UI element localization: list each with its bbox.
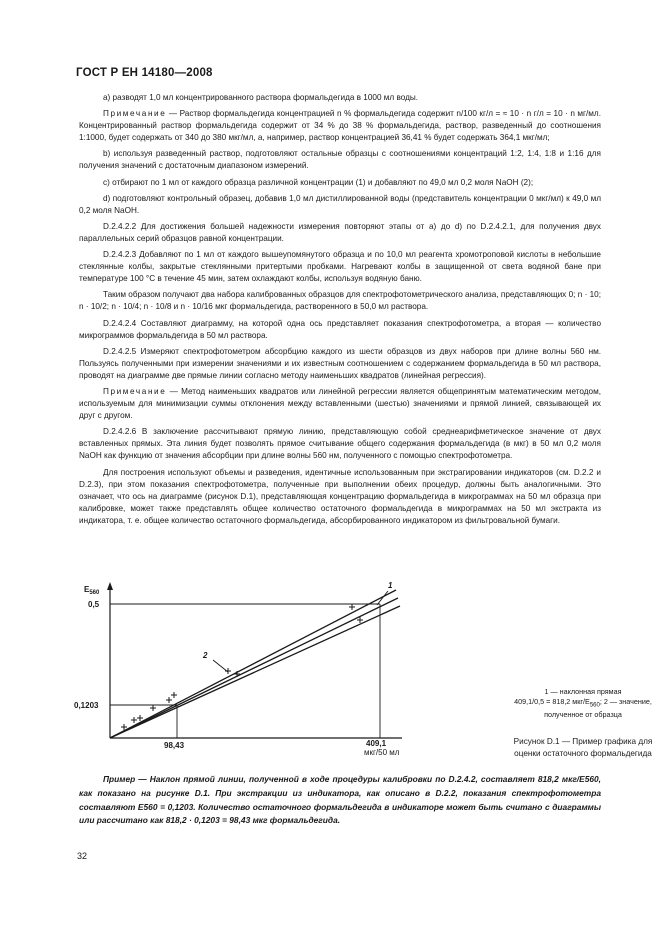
y-tick-01203: 0,1203	[74, 701, 99, 710]
paragraph-d2425: D.2.4.2.5 Измеряют спектрофотометром абсорбцию каждого из шести образцов из двух наборов при длине волны 560 нм. Пользуясь полученными при измерении значениями и их известным соотношением с содержанием формальдегида в 50 мл раствора, проводят на диаграмме две прямые линии согласно методу наименьших квадратов (линейная регрессия).	[79, 346, 601, 380]
y-axis-label: $E_{560}$	[84, 585, 100, 596]
sample-point	[349, 604, 355, 610]
paragraph-construction: Для построения используют объемы и разведения, идентичные использованным при экстрагировании индикаторов (см. D.2.2 и D.2.3), при этом показания спектрофотометра, полученные при выполнении обеих процедур, должны быть аналогичными. Это означает, что ось на диаграмме (рисунок D.1), представляющая концентрацию формальдегида в микрограммах на 50 мл образца при калибровке, может также представлять общее количество остаточного формальдегида в микрограммах на 50 мл экстракта из индикатора, т. е. общее количество остаточного формальдегида, абсорбированного индикатором из фильтровальной бумаги.	[79, 467, 601, 525]
example-paragraph: Пример — Наклон прямой линии, полученной в ходе процедуры калибровки по D.2.4.2, составляет 818,2 мкг/E560, как показано на рисунке D.1. При экстракции из индикатора, как описано в D.2.2, показания спектрофотометра составляют E560 = 0,1203. Количество остаточного формальдегида в индикаторе может быть считано с диаграммы или рассчитано как 818,2 · 0,1203 = 98,43 мкг формальдегида.	[79, 774, 601, 826]
document-body	[79, 92, 601, 531]
x-tick-4091: 409,1	[366, 739, 387, 748]
leader-line-2	[213, 660, 228, 672]
note-label: Примечание	[103, 109, 167, 119]
page-number: 32	[77, 851, 88, 861]
paragraph-d2422: D.2.4.2.2 Для достижения большей надежности измерения повторяют этапы от а) до d) по D.2.4.2.1, для получения двух параллельных серий образцов равной концентрации.	[79, 221, 601, 243]
paragraph-a: а) разводят 1,0 мл концентрированного раствора формальдегида в 1000 мл воды.	[103, 93, 419, 102]
y-axis-arrow	[107, 582, 113, 590]
line-label-2: 2	[203, 651, 208, 660]
sample-points	[121, 604, 363, 730]
x-axis-unit: мкг/50 мл	[364, 748, 400, 757]
y-tick-05: 0,5	[88, 600, 100, 609]
note-1	[79, 108, 601, 144]
legend-line: полученное от образца	[544, 710, 622, 720]
x-tick-9843: 98,43	[164, 741, 185, 750]
figure-caption: Рисунок D.1 — Пример графика для оценки остаточного формальдегида	[513, 737, 653, 758]
paragraph-d2423: D.2.4.2.3 Добавляют по 1 мл от каждого вышеупомянутого образца и по 10,0 мл реагента хромотроповой кислоты в небольшие стеклянные колбы, закрытые стеклянными притертыми пробками. Нагревают колбы в защищенной от света водяной бане при температуре 100 °C в течение 45 мин, затем охлаждают колбы, используя водяную баню.	[79, 250, 601, 284]
legend-line: 1 — наклонная прямая	[544, 687, 622, 696]
calibration-line-upper	[110, 590, 396, 738]
paragraph-d: d) подготовляют контрольный образец, добавив 1,0 мл дистиллированной воды (представитель концентрации 0 мкг/мл) к 49,0 мл 0,2 моля NaOH.	[79, 193, 601, 215]
sample-point	[150, 705, 156, 711]
calibration-line-lower	[110, 606, 400, 738]
paragraph-c: c) отбирают по 1 мл от каждого образца различной концентрации (1) и добавляют по 49,0 мл 0,2 моля NaOH (2);	[103, 177, 534, 187]
sample-point	[166, 697, 172, 703]
note-2	[79, 386, 601, 422]
line-label-1: 1	[388, 581, 393, 590]
note-text: — Метод наименьших квадратов или линейной регрессии является общепринятым математическим методом, используемым для минимизации суммы отклонения между вставленными (шестью) значениями и прямой линией, связывающей их друг с другом.	[79, 386, 601, 421]
paragraph-b: b) используя разведенный раствор, подготовляют остальные образцы с соотношениями концентраций 1:2, 1:4, 1:8 и 1:16 для получения значений с достаточным диапазоном измерений.	[79, 149, 601, 171]
note-text: — Раствор формальдегида концентрацией n % формальдегида содержит n/100 кг/л = ≈ 10 · n г/л = 10 · n мг/мл. Концентрированный раствор формальдегида содержит от 34 % до 38 % формальдегида, раствор, разведенный до соотношения 1:1000, будет содержать от 340 до 380 мкг/мл, а, например, раствор концентрацией 36,41 % будет содержать 364,1 мкг/мл;	[79, 109, 601, 143]
sample-point	[131, 717, 137, 723]
sample-point	[171, 692, 177, 698]
legend-line: 409,1/0,5 = 818,2 мкг/$E_{560}$; 2 — значение,	[514, 697, 652, 709]
figure-legend	[491, 687, 661, 720]
paragraph-d2424: D.2.4.2.4 Составляют диаграмму, на которой одна ось представляет показания спектрофотометра, а вторая — количество микрограммов формальдегида в 50 мл раствора.	[79, 318, 601, 340]
paragraph-thus: Таким образом получают два набора калиброванных образцов для спектрофотометрического анализа, представляющих 0; n · 10; n · 10/2; n · 10/4; n · 10/8 и n · 10/16 мкг формальдегида, растворенного в 50,0 мл раствора.	[79, 290, 601, 312]
figure-d1	[70, 578, 653, 773]
sample-point	[137, 715, 143, 721]
document-header: ГОСТ Р ЕН 14180—2008	[76, 67, 213, 79]
paragraph-d2426: D.2.4.2.6 В заключение рассчитывают прямую линию, представляющую собой среднеарифметическое значение от двух вставленных прямых. Эта линия будет позволять прямое считывание общего содержания формальдегида (в мкг) в 50 мл 0,2 моля NaOH как функцию от значения абсорбции при длине волны 560 нм, полученного с помощью спектрофотометра.	[79, 427, 601, 461]
leader-line-1	[377, 591, 388, 605]
note-label: Примечание	[103, 386, 167, 396]
sample-point	[225, 668, 231, 674]
calibration-line-mean	[110, 598, 398, 738]
